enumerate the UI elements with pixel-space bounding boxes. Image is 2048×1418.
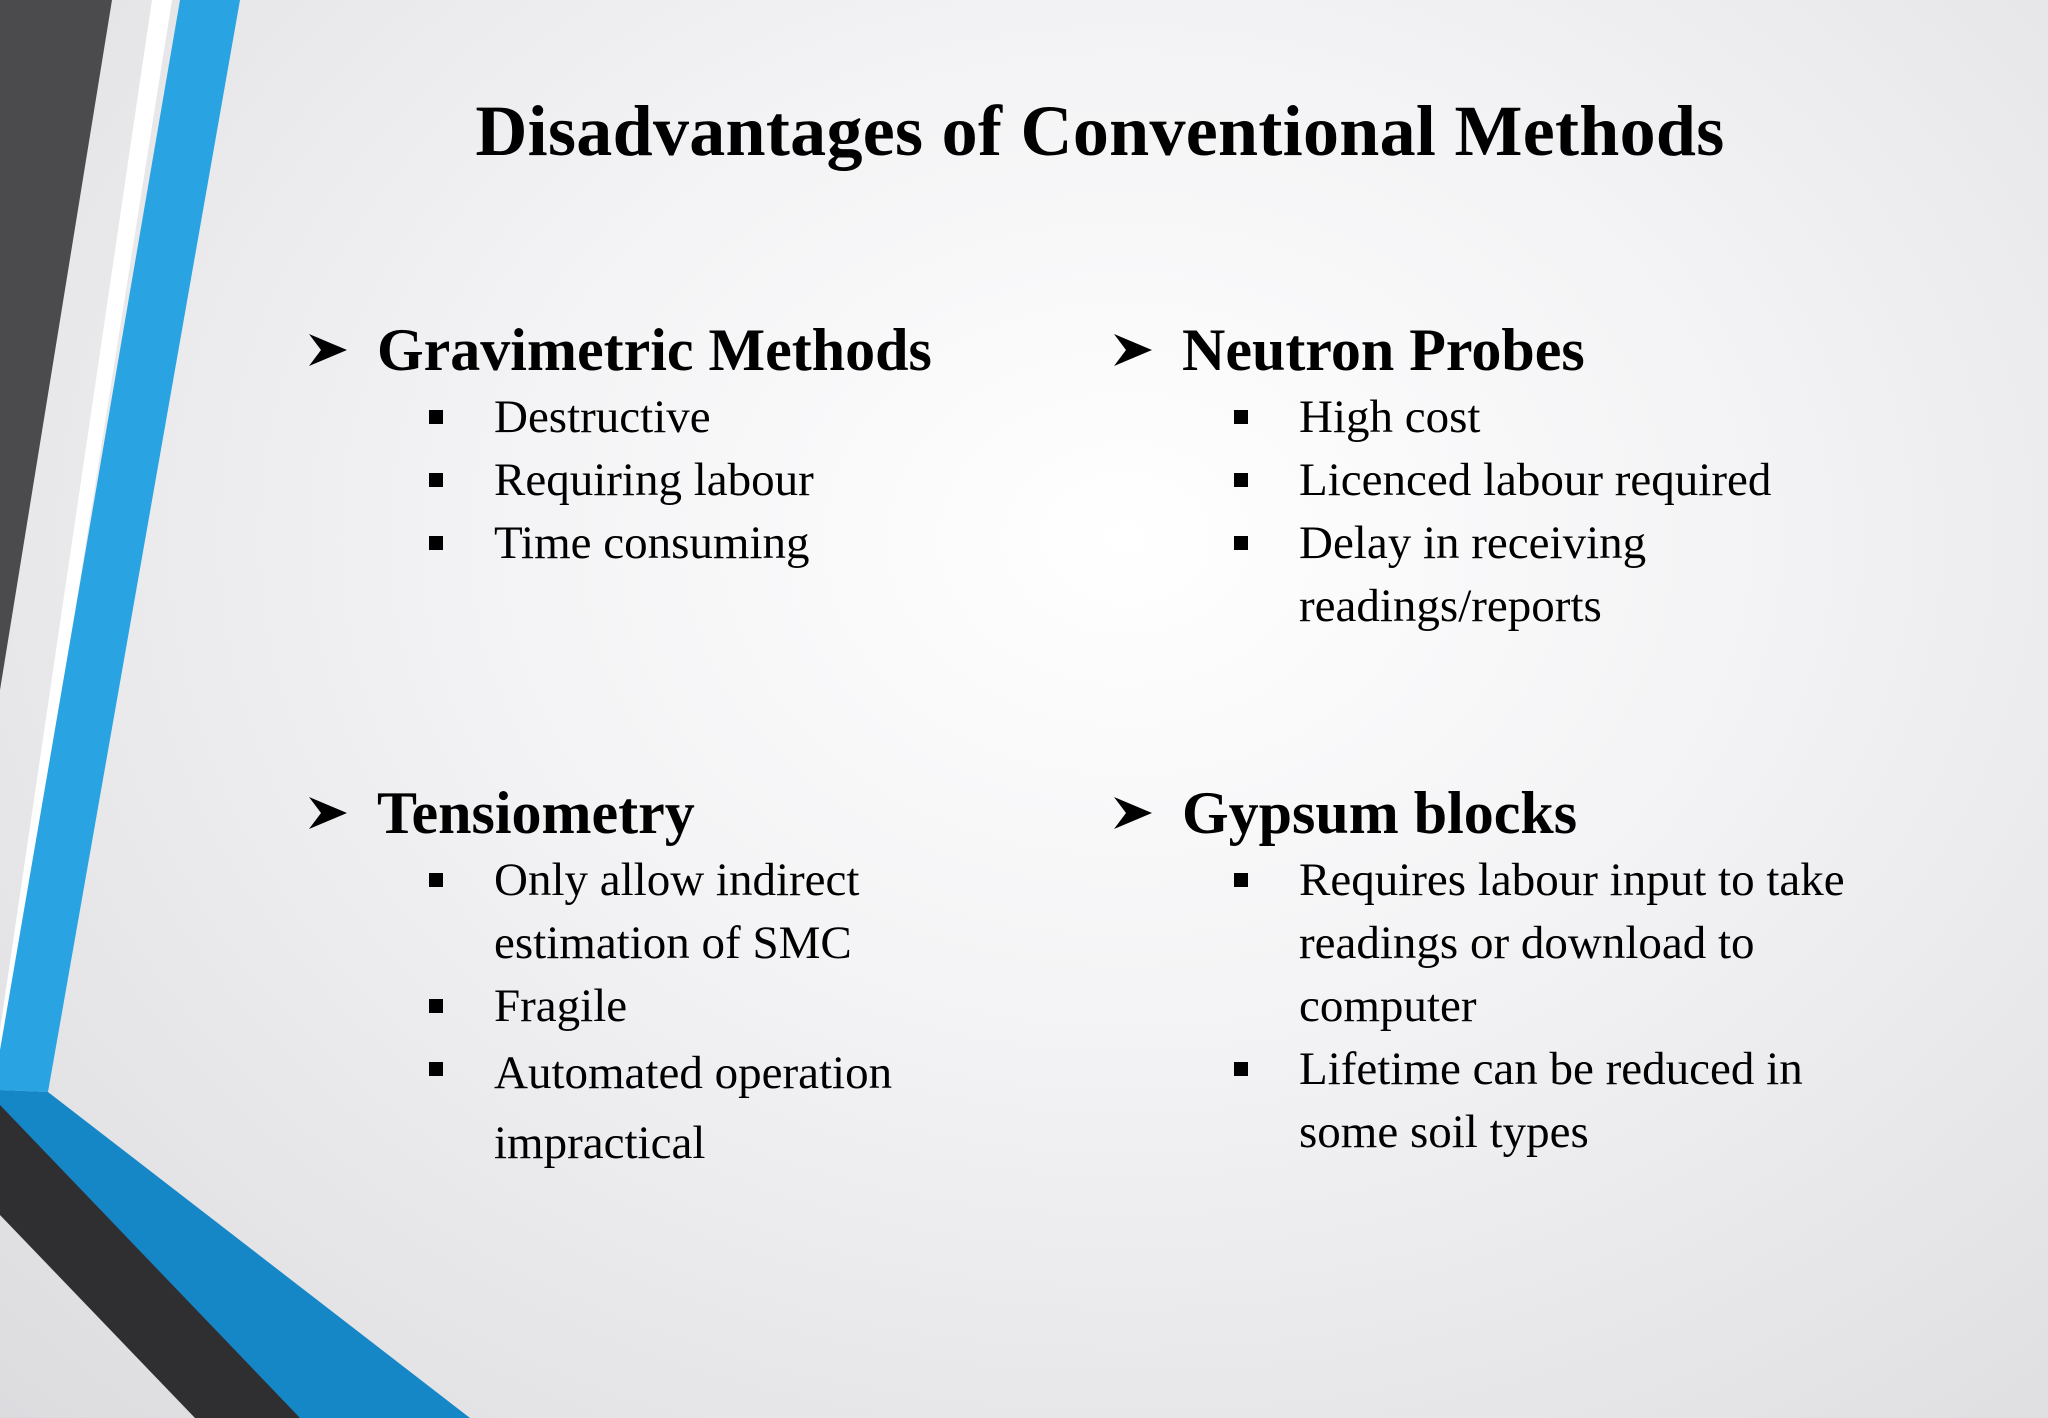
section-heading-text: Tensiometry [377, 780, 695, 846]
square-bullet-icon [1234, 1062, 1248, 1076]
section-heading [305, 773, 1085, 853]
list-item [1299, 849, 1859, 1038]
section-heading [1110, 773, 1890, 853]
square-bullet-icon [429, 410, 443, 424]
list-item [494, 1038, 954, 1178]
arrowhead-bullet-icon [1110, 793, 1156, 833]
list-item [1299, 449, 1859, 512]
section-neutron-probes [1110, 310, 1890, 638]
square-bullet-icon [429, 999, 443, 1013]
section-tensiometry [305, 773, 1085, 1178]
section-heading-text: Gravimetric Methods [377, 317, 932, 383]
list-item-text: Only allow indirect estimation of SMC [494, 854, 860, 969]
arrowhead-bullet-icon [305, 330, 351, 370]
list-item [1299, 386, 1859, 449]
square-bullet-icon [429, 873, 443, 887]
list-item-text: Automated operation impractical [494, 1047, 893, 1169]
list-item [494, 849, 954, 975]
arrowhead-bullet-icon [1110, 330, 1156, 370]
square-bullet-icon [429, 473, 443, 487]
square-bullet-icon [429, 536, 443, 550]
list-item [1299, 1038, 1859, 1164]
list-item-text: Requires labour input to take readings or download to computer [1299, 854, 1845, 1032]
list-item-text: Licenced labour required [1299, 454, 1772, 506]
section-gypsum-blocks [1110, 773, 1890, 1164]
square-bullet-icon [429, 1062, 443, 1076]
section-heading-text: Neutron Probes [1182, 317, 1585, 383]
list-item-text: Requiring labour [494, 454, 814, 506]
section-heading [305, 310, 1085, 390]
square-bullet-icon [1234, 536, 1248, 550]
list-item-text: Fragile [494, 980, 628, 1032]
bullet-list [1299, 849, 1859, 1164]
square-bullet-icon [1234, 410, 1248, 424]
arrowhead-bullet-icon [305, 793, 351, 833]
list-item-text: Time consuming [494, 517, 810, 569]
bullet-list [1299, 386, 1859, 638]
slide-title: Disadvantages of Conventional Methods [475, 91, 1725, 171]
list-item-text: Lifetime can be reduced in some soil types [1299, 1043, 1803, 1158]
list-item [494, 449, 954, 512]
section-heading [1110, 310, 1890, 390]
list-item [494, 512, 954, 575]
square-bullet-icon [1234, 873, 1248, 887]
list-item [494, 386, 954, 449]
section-gravimetric [305, 310, 1085, 575]
list-item-text: Destructive [494, 391, 711, 443]
list-item-text: High cost [1299, 391, 1481, 443]
list-item-text: Delay in receiving readings/reports [1299, 517, 1647, 632]
bullet-list [494, 386, 954, 575]
bullet-list [494, 849, 954, 1178]
list-item [494, 975, 954, 1038]
square-bullet-icon [1234, 473, 1248, 487]
section-heading-text: Gypsum blocks [1182, 780, 1578, 846]
list-item [1299, 512, 1749, 638]
